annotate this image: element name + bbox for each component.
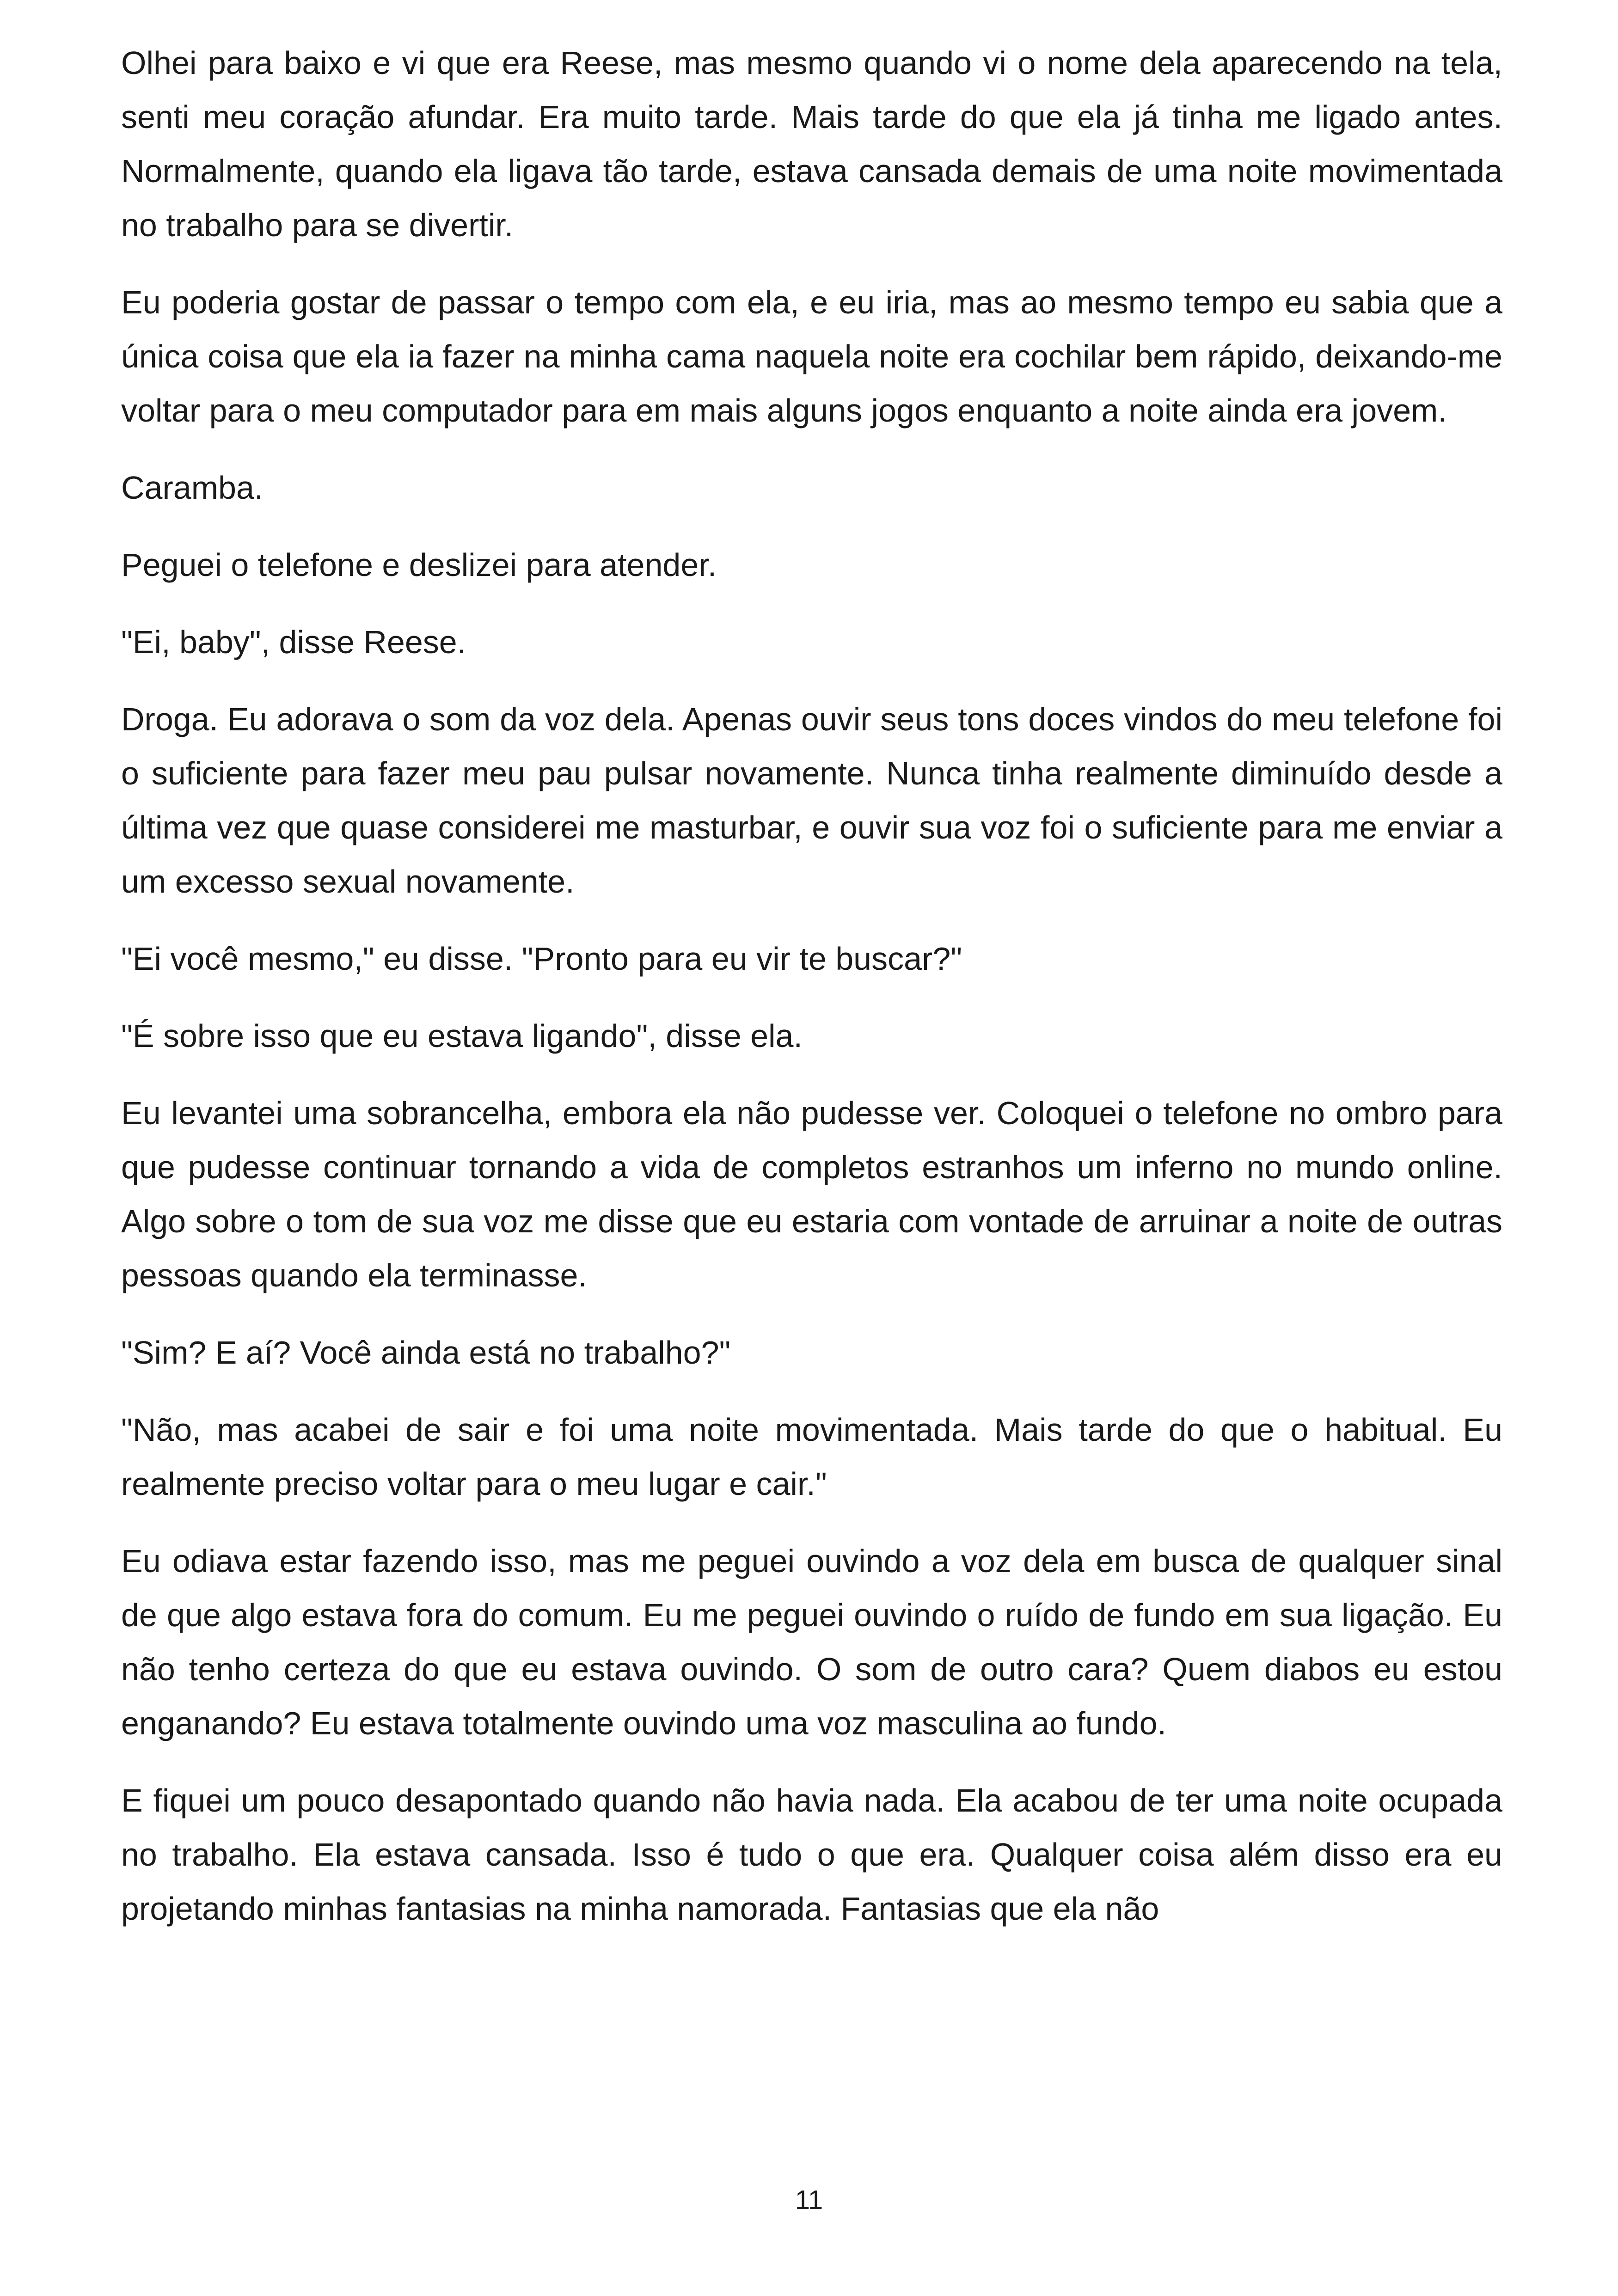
paragraph-1: Olhei para baixo e vi que era Reese, mas mesmo quando vi o nome dela aparecendo na tela, senti meu coração afundar. Era muito tarde. Mais tarde do que ela já tinha me ligado antes. Normalmente, quando ela ligava tão tarde, estava cansada demais de uma noite movimentada no trabalho para se divertir. — [121, 45, 1502, 243]
body-text — [121, 36, 1502, 1959]
paragraph-6: Droga. Eu adorava o som da voz dela. Apenas ouvir seus tons doces vindos do meu telefone foi o suficiente para fazer meu pau pulsar novamente. Nunca tinha realmente diminuído desde a última vez que quase considerei me masturbar, e ouvir sua voz foi o suficiente para me enviar a um excesso sexual novamente. — [121, 701, 1502, 900]
paragraph-5: "Ei, baby", disse Reese. — [121, 624, 466, 660]
paragraph-9: Eu levantei uma sobrancelha, embora ela não pudesse ver. Coloquei o telefone no ombro para que pudesse continuar tornando a vida de completos estranhos um inferno no mundo online. Algo sobre o tom de sua voz me disse que eu estaria com vontade de arruinar a noite de outras pessoas quando ela terminasse. — [121, 1095, 1502, 1293]
page-number: 11 — [795, 2185, 823, 2215]
paragraph-11: "Não, mas acabei de sair e foi uma noite movimentada. Mais tarde do que o habitual. Eu realmente preciso voltar para o meu lugar e cair." — [121, 1412, 1502, 1502]
paragraph-4: Peguei o telefone e deslizei para atender. — [121, 547, 717, 583]
paragraph-13: E fiquei um pouco desapontado quando não havia nada. Ela acabou de ter uma noite ocupada no trabalho. Ela estava cansada. Isso é tudo o que era. Qualquer coisa além disso era eu projetando minhas fantasias na minha namorada. Fantasias que ela não — [121, 1782, 1502, 1927]
paragraph-3: Caramba. — [121, 470, 264, 506]
paragraph-7: "Ei você mesmo," eu disse. "Pronto para eu vir te buscar?" — [121, 941, 962, 977]
paragraph-10: "Sim? E aí? Você ainda está no trabalho?" — [121, 1335, 731, 1371]
paragraph-12: Eu odiava estar fazendo isso, mas me peguei ouvindo a voz dela em busca de qualquer sinal de que algo estava fora do comum. Eu me peguei ouvindo o ruído de fundo em sua ligação. Eu não tenho certeza do que eu estava ouvindo. O som de outro cara? Quem diabos eu estou enganando? Eu estava totalmente ouvindo uma voz masculina ao fundo. — [121, 1543, 1502, 1741]
paragraph-2: Eu poderia gostar de passar o tempo com ela, e eu iria, mas ao mesmo tempo eu sabia que a única coisa que ela ia fazer na minha cama naquela noite era cochilar bem rápido, deixando-me voltar para o meu computador para em mais alguns jogos enquanto a noite ainda era jovem. — [121, 284, 1502, 429]
paragraph-8: "É sobre isso que eu estava ligando", disse ela. — [121, 1018, 803, 1054]
